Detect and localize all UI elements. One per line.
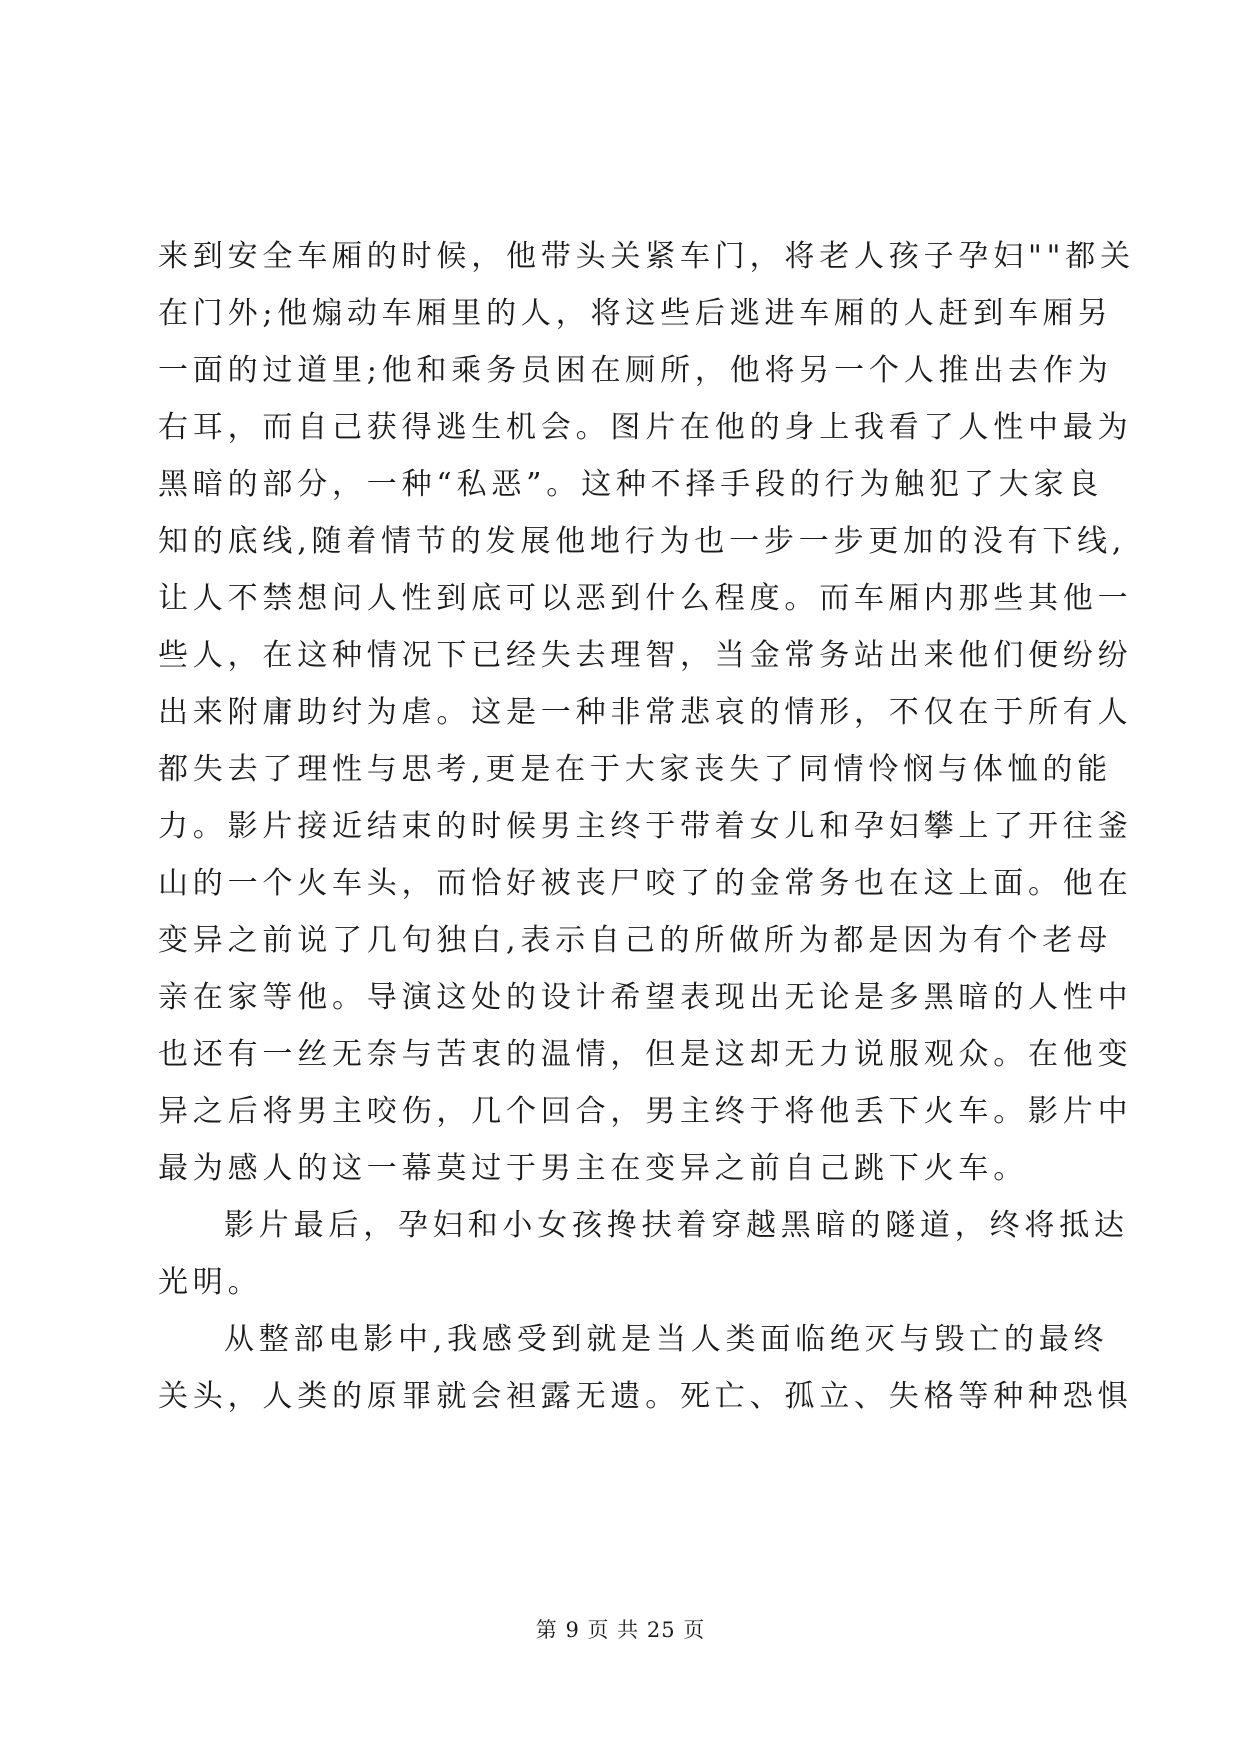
- text-line: 黑暗的部分，一种“私恶”。这种不择手段的行为触犯了大家良: [158, 467, 1104, 502]
- text-line: 出来附庸助纣为虐。这是一种非常悲哀的情形，不仅在于所有人: [158, 695, 1133, 730]
- paragraph-start-line: 从整部电影中,我感受到就是当人类面临绝灭与毁亡的最终: [224, 1322, 1109, 1357]
- text-line: 右耳，而自己获得逃生机会。图片在他的身上我看了人性中最为: [158, 410, 1133, 445]
- text-line: 异之后将男主咬伤，几个回合，男主终于将他丢下火车。影片中: [158, 1094, 1133, 1129]
- text-line: 变异之前说了几句独白,表示自己的所做所为都是因为有个老母: [158, 923, 1112, 958]
- text-line: 亲在家等他。导演这处的设计希望表现出无论是多黑暗的人性中: [158, 980, 1133, 1015]
- page-number-label: 第 9 页 共 25 页: [535, 1618, 706, 1642]
- page-footer: [0, 1616, 1241, 1644]
- text-line: 来到安全车厢的时候，他带头关紧车门，将老人孩子孕妇""都关: [158, 239, 1135, 274]
- body-text: [158, 228, 1135, 1425]
- text-line: 关头，人类的原罪就会袒露无遗。死亡、孤立、失格等种种恐惧: [158, 1379, 1133, 1414]
- text-line: 山的一个火车头，而恰好被丧尸咬了的金常务也在这上面。他在: [158, 866, 1133, 901]
- text-line: 些人，在这种情况下已经失去理智，当金常务站出来他们便纷纷: [158, 638, 1133, 673]
- text-line: 也还有一丝无奈与苦衷的温情，但是这却无力说服观众。在他变: [158, 1037, 1133, 1072]
- text-line: 让人不禁想问人性到底可以恶到什么程度。而车厢内那些其他一: [158, 581, 1133, 616]
- text-line: 最为感人的这一幕莫过于男主在变异之前自己跳下火车。: [158, 1151, 1028, 1186]
- text-line: 力。影片接近结束的时候男主终于带着女儿和孕妇攀上了开往釜: [158, 809, 1133, 844]
- text-line: 都失去了理性与思考,更是在于大家丧失了同情怜悯与体恤的能: [158, 752, 1112, 787]
- text-line: 一面的过道里;他和乘务员困在厕所，他将另一个人推出去作为: [158, 353, 1113, 388]
- paragraph-start-line: 影片最后，孕妇和小女孩搀扶着穿越黑暗的隧道，终将抵达: [224, 1208, 1129, 1243]
- text-line: 光明。: [158, 1265, 263, 1300]
- text-line: 在门外;他煽动车厢里的人，将这些后逃进车厢的人赶到车厢另: [158, 296, 1113, 331]
- text-line: 知的底线,随着情节的发展他地行为也一步一步更加的没有下线,: [158, 524, 1127, 559]
